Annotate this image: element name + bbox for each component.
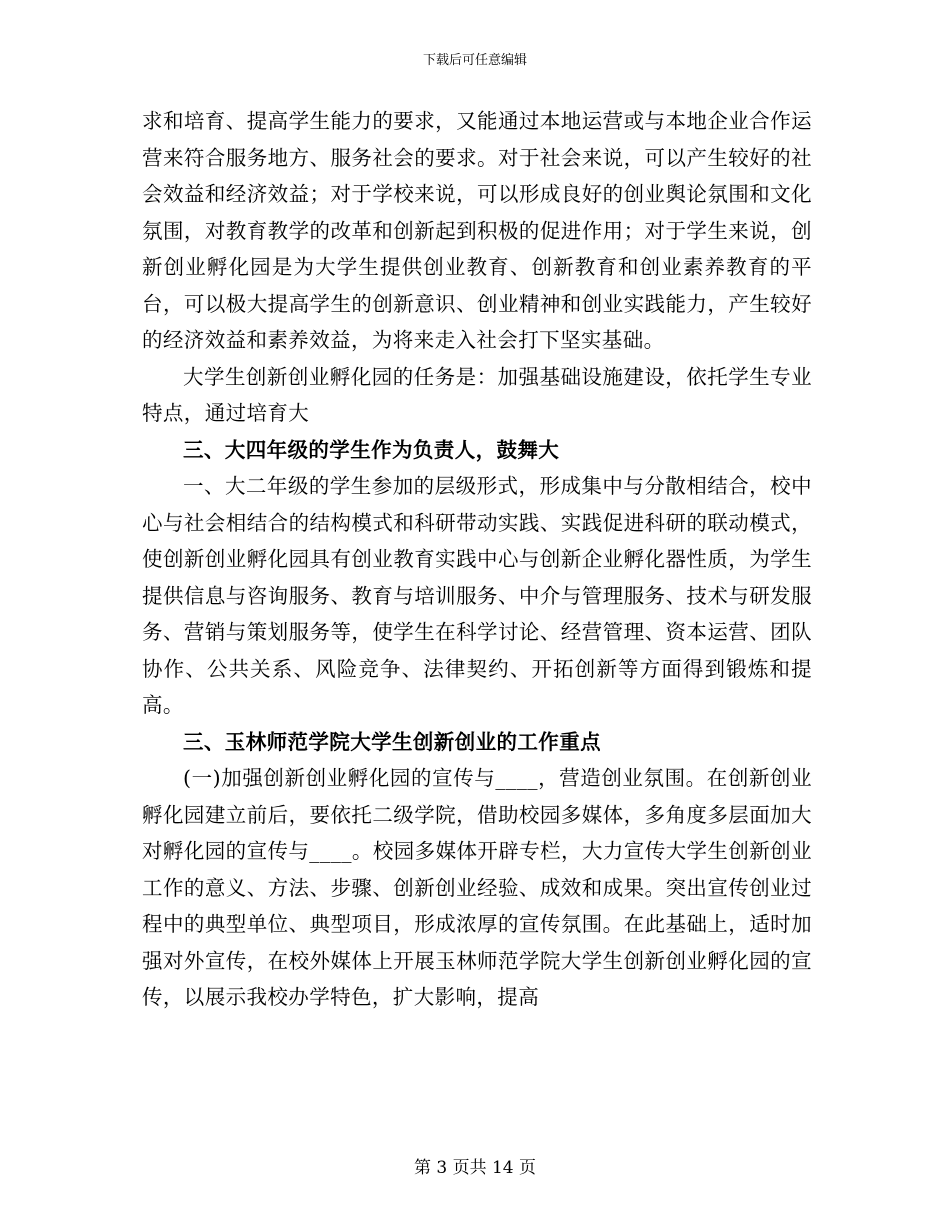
paragraph-task: 大学生创新创业孵化园的任务是：加强基础设施建设，依托学生专业特点，通过培育大: [142, 364, 812, 425]
page-header: 下载后可任意编辑: [422, 53, 527, 68]
section-heading-senior: 三、大四年级的学生作为负责人，鼓舞大: [183, 437, 560, 462]
section-heading-focus: 三、玉林师范学院大学生创新创业的工作重点: [183, 729, 601, 754]
paragraph-intro: 求和培育、提高学生能力的要求，又能通过本地运营或与本地企业合作运营来符合服务地方、服务社会的要求。对于社会来说，可以产生较好的社会效益和经济效益；对于学校来说，可以形成良好的创业舆论氛围和文化氛围，对教育教学的改革和创新起到积极的促进作用；对于学生来说，创新创业孵化园是为大学生提供创业教育、创新教育和创业素养教育的平台，可以极大提高学生的创新意识、创业精神和创业实践能力，产生较好的经济效益和素养效益，为将来走入社会打下坚实基础。: [142, 109, 812, 352]
paragraph-publicity: (一)加强创新创业孵化园的宣传与____，营造创业氛围。在创新创业孵化园建立前后，要依托二级学院，借助校园多媒体，多角度多层面加大对孵化园的宣传与____。校园多媒体开辟专栏，大力宣传大学生创新创业工作的意义、方法、步骤、创新创业经验、成效和成果。突出宣传创业过程中的典型单位、典型项目，形成浓厚的宣传氛围。在此基础上，适时加强对外宣传，在校外媒体上开展玉林师范学院大学生创新创业孵化园的宣传，以展示我校办学特色，扩大影响，提高: [142, 766, 812, 1009]
document-body: [142, 103, 812, 1016]
paragraph-structure: 一、大二年级的学生参加的层级形式，形成集中与分散相结合，校中心与社会相结合的结构模式和科研带动实践、实践促进科研的联动模式，使创新创业孵化园具有创业教育实践中心与创新企业孵化器性质，为学生提供信息与咨询服务、教育与培训服务、中介与管理服务、技术与研发服务、营销与策划服务等，使学生在科学讨论、经营管理、资本运营、团队协作、公共关系、风险竞争、法律契约、开拓创新等方面得到锻炼和提高。: [142, 474, 812, 717]
page-footer: 第 3 页共 14 页: [413, 1158, 537, 1178]
